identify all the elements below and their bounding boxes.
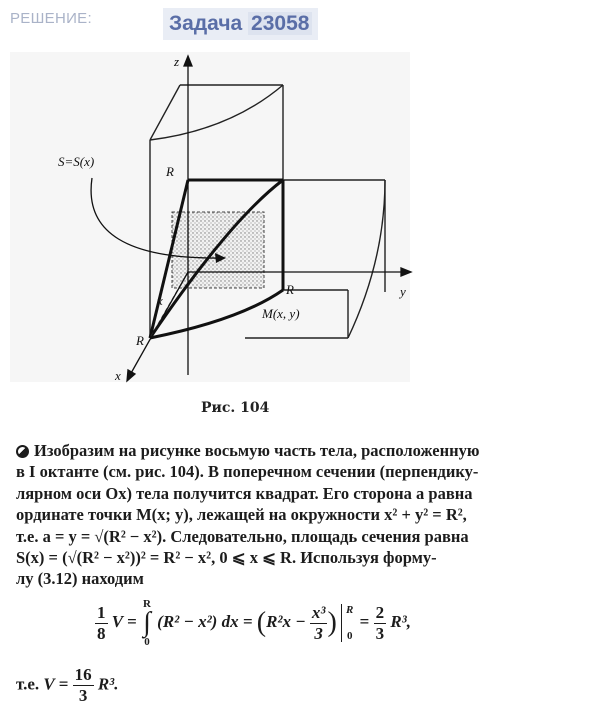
formula-lhs: V =: [111, 611, 137, 631]
label-R-right: R: [286, 282, 294, 297]
label-R-top: R: [166, 164, 174, 179]
text-line-1: Изобразим на рисунке восьмую часть тела, расположенную: [16, 440, 591, 461]
axis-label-x: x: [115, 368, 121, 383]
text-line-3: лярном оси Ox) тела получится квадрат. Его сторона a равна: [16, 483, 473, 503]
text-line-6: S(x) = (√(R² − x²))² = R² − x², 0 ⩽ x ⩽ R. Используя форму-: [16, 548, 437, 568]
fraction-sixteen-thirds: $\frac{16}{3}$: [74, 665, 92, 705]
final-prefix: т.е.: [16, 674, 40, 694]
text-line-4: ординате точки M(x; y), лежащей на окружности x² + y² = R²,: [16, 505, 467, 525]
formula-result: R³,: [390, 611, 411, 631]
bullet-icon: [16, 445, 29, 458]
solution-text: [16, 440, 591, 590]
label-R-left: R: [136, 333, 144, 348]
axis-label-y: y: [400, 284, 406, 299]
axis-label-z: z: [174, 54, 180, 69]
task-label: Задача: [169, 12, 243, 35]
figure-caption: Рис. 104: [201, 400, 270, 416]
integrand: (R² − x²) dx =: [157, 611, 253, 631]
paren-close: ): [327, 607, 337, 638]
fraction-x-cubed: $\frac{\text{x³}}{3}$: [311, 602, 326, 643]
task-number: 23058: [248, 12, 312, 35]
label-section-area: S=S(x): [58, 154, 95, 169]
fraction-one-eighth: $\frac{1}{8}$: [97, 602, 106, 643]
solution-label: РЕШЕНИЕ:: [10, 10, 92, 27]
formula-equals: =: [359, 611, 370, 631]
section-label-x: x: [157, 293, 163, 308]
final-tail: R³.: [97, 674, 119, 694]
fraction-two-thirds: $\frac{2}{3}$: [375, 602, 385, 643]
integral-formula: [95, 598, 411, 648]
antiderivative-part: R²x −: [266, 611, 306, 631]
integral-limits: R ∫ 0: [142, 598, 151, 648]
text-line-7: лу (3.12) находим: [16, 569, 144, 589]
label-point-M: M(x, y): [262, 306, 300, 321]
paren-open: (: [256, 607, 267, 638]
final-answer: [16, 665, 119, 706]
task-badge: [163, 8, 318, 40]
evaluation-bar: R 0: [341, 604, 355, 642]
text-line-2: в I октанте (см. рис. 104). В поперечном сечении (перпендику-: [16, 462, 479, 482]
text-line-5: т.е. a = y = √(R² − x²). Следовательно, площадь сечения равна: [16, 526, 469, 546]
figure-104: [0, 48, 599, 398]
final-lhs: V =: [43, 674, 69, 694]
